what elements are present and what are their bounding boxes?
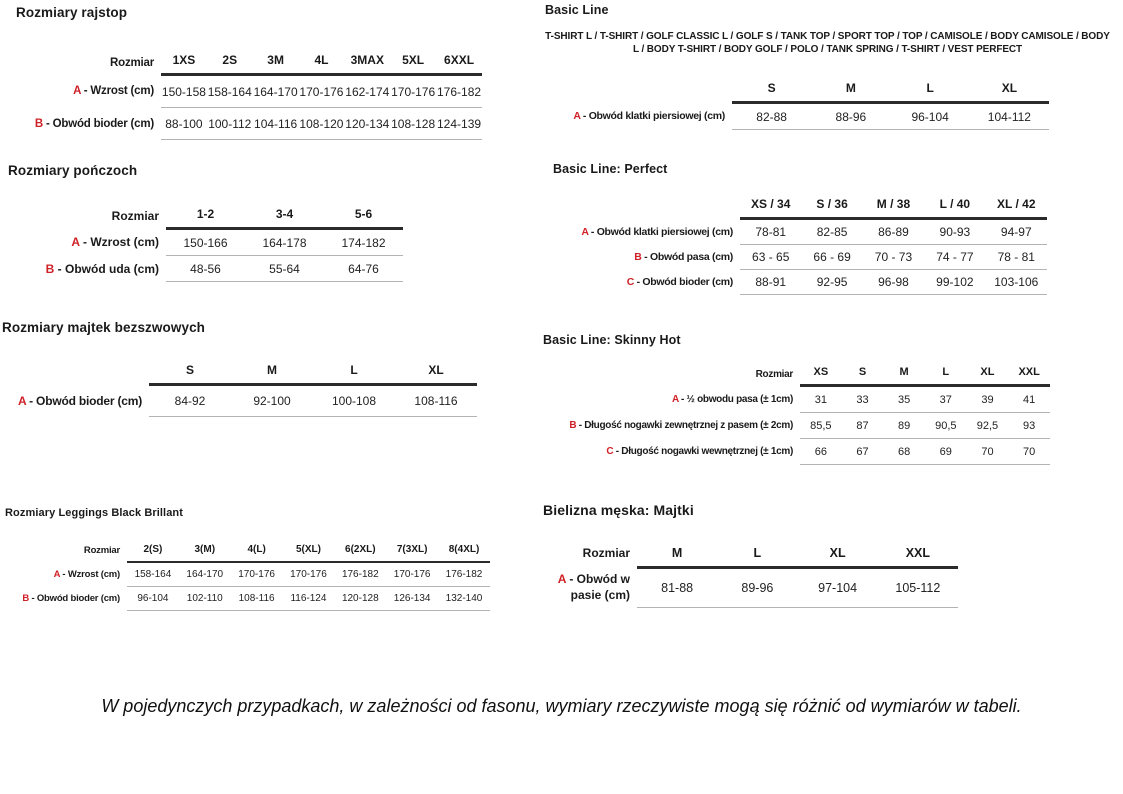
row-label-text: - Wzrost (cm): [83, 235, 159, 249]
column-header: L / 40: [924, 197, 985, 219]
section-title: Basic Line: [545, 3, 609, 17]
row-label-text: - Obwód bioder (cm): [31, 593, 120, 604]
header-row: [543, 366, 1050, 386]
cell-value: 81-88: [637, 567, 717, 607]
cell-value: 33: [842, 386, 884, 413]
cell-value: 120-128: [334, 587, 386, 611]
column-header: L: [891, 81, 970, 103]
table-row: [553, 219, 1047, 245]
header-row: [8, 207, 403, 229]
column-header: M: [883, 366, 925, 386]
row-letter: A: [581, 225, 589, 238]
row-letter: B: [34, 117, 43, 130]
row-label: [545, 103, 732, 130]
cell-value: 170-176: [283, 562, 335, 587]
table-row: [5, 562, 490, 587]
cell-value: 158-164: [207, 75, 253, 108]
table-row: [8, 229, 403, 256]
row-letter: A: [53, 568, 60, 580]
row-label: [2, 385, 149, 417]
cell-value: 41: [1008, 386, 1050, 413]
row-label: [553, 219, 740, 245]
cell-value: 69: [925, 439, 967, 465]
column-header: M / 38: [863, 197, 924, 219]
row-label-text: - Obwód pasa (cm): [644, 251, 733, 263]
column-header: 5(XL): [283, 544, 335, 562]
section-title: Rozmiary majtek bezszwowych: [2, 320, 206, 335]
size-table-ponczochy: [8, 207, 403, 282]
table-row: [545, 103, 1049, 130]
column-header: M: [637, 545, 717, 567]
row-letter: A: [17, 393, 26, 408]
section-title: Bielizna męska: Majtki: [543, 502, 694, 518]
column-header: L: [717, 545, 797, 567]
column-header: 6XXL: [436, 53, 482, 75]
column-header: 7(3XL): [386, 544, 438, 562]
section-title: Rozmiary Leggings Black Brillant: [5, 507, 184, 519]
section-basic-line-skinny-hot: [543, 333, 1050, 465]
row-label: [5, 562, 127, 587]
cell-value: 48-56: [166, 256, 245, 282]
cell-value: 68: [883, 439, 925, 465]
row-label: [543, 439, 800, 465]
section-rozmiary-majtek-bezszwowych: [2, 320, 477, 417]
cell-value: 78-81: [740, 219, 801, 245]
cell-value: 66 - 69: [801, 245, 862, 270]
column-header: 3MAX: [344, 53, 390, 75]
header-row: [545, 81, 1049, 103]
table-row: [543, 386, 1050, 413]
section-basic-line: [545, 3, 1110, 130]
cell-value: 164-170: [253, 75, 299, 108]
cell-value: 92-100: [231, 385, 313, 417]
cell-value: 164-178: [245, 229, 324, 256]
column-header: M: [811, 81, 890, 103]
row-label-text: - Obwód klatki piersiowej (cm): [582, 110, 725, 122]
cell-value: 108-116: [395, 385, 477, 417]
table-corner-label: Rozmiar: [755, 368, 793, 380]
column-header: 3M: [253, 53, 299, 75]
column-header: 1XS: [161, 53, 207, 75]
table-corner-label: [553, 197, 740, 219]
cell-value: 100-108: [313, 385, 395, 417]
cell-value: 78 - 81: [986, 245, 1047, 270]
cell-value: 37: [925, 386, 967, 413]
column-header: 2S: [207, 53, 253, 75]
row-label-text: - Długość nogawki wewnętrznej (± 1cm): [615, 446, 793, 457]
row-letter: A: [73, 85, 81, 97]
header-row: [5, 544, 490, 562]
header-row: [543, 545, 958, 567]
product-list-subtitle: T-SHIRT L / T-SHIRT / GOLF CLASSIC L / GOLF S / TANK TOP / SPORT TOP / TOP / CAMISOLE / BODY CAMISOLE / BODY L / BODY T-SHIRT / BODY GOLF / POLO / TANK SPRING / T-SHIRT / VEST PERFECT: [545, 31, 1110, 55]
cell-value: 103-106: [986, 270, 1047, 295]
row-label: [8, 256, 166, 282]
cell-value: 132-140: [438, 587, 490, 611]
size-table-majtki-meskie: [543, 545, 958, 608]
section-bielizna-meska-majtki: [543, 502, 958, 608]
cell-value: 174-182: [324, 229, 403, 256]
cell-value: 108-128: [390, 108, 436, 140]
cell-value: 88-96: [811, 103, 890, 130]
cell-value: 104-116: [253, 108, 299, 140]
cell-value: 120-134: [344, 108, 390, 140]
row-label: [543, 567, 637, 607]
cell-value: 176-182: [436, 75, 482, 108]
row-letter: C: [606, 446, 614, 457]
column-header: S: [842, 366, 884, 386]
table-corner-label: [545, 81, 732, 103]
row-label: [543, 413, 800, 439]
cell-value: 85,5: [800, 413, 842, 439]
cell-value: 55-64: [245, 256, 324, 282]
cell-value: 164-170: [179, 562, 231, 587]
size-table-skinny-hot: [543, 366, 1050, 465]
header-row: [553, 197, 1047, 219]
table-corner-label: [2, 363, 149, 385]
cell-value: 96-104: [891, 103, 970, 130]
section-title: Rozmiary rajstop: [16, 5, 128, 20]
cell-value: 150-166: [166, 229, 245, 256]
column-header: XL / 42: [986, 197, 1047, 219]
cell-value: 170-176: [386, 562, 438, 587]
size-table-leggings: [5, 544, 490, 611]
cell-value: 96-104: [127, 587, 179, 611]
cell-value: 66: [800, 439, 842, 465]
cell-value: 35: [883, 386, 925, 413]
cell-value: 84-92: [149, 385, 231, 417]
column-header: 5XL: [390, 53, 436, 75]
column-header: 3(M): [179, 544, 231, 562]
cell-value: 87: [842, 413, 884, 439]
column-header: 2(S): [127, 544, 179, 562]
cell-value: 176-182: [334, 562, 386, 587]
column-header: S / 36: [801, 197, 862, 219]
cell-value: 64-76: [324, 256, 403, 282]
row-label-text: - Obwód klatki piersiowej (cm): [590, 225, 733, 238]
size-table-basic-line: [545, 81, 1049, 130]
header-row: [16, 53, 482, 75]
row-letter: C: [626, 276, 634, 288]
row-label: [8, 229, 166, 256]
row-letter: B: [634, 251, 642, 263]
cell-value: 93: [1008, 413, 1050, 439]
cell-value: 170-176: [299, 75, 345, 108]
cell-value: 86-89: [863, 219, 924, 245]
section-rozmiary-ponczoch: [8, 163, 403, 282]
row-letter: B: [569, 420, 577, 431]
cell-value: 89-96: [717, 567, 797, 607]
column-header: 4L: [299, 53, 345, 75]
row-letter: B: [22, 593, 29, 604]
cell-value: 104-112: [970, 103, 1049, 130]
column-header: 3-4: [245, 207, 324, 229]
row-label: [5, 587, 127, 611]
column-header: XXL: [878, 545, 958, 567]
row-letter: A: [672, 393, 679, 405]
cell-value: 97-104: [798, 567, 878, 607]
row-label: [553, 245, 740, 270]
row-label: [543, 386, 800, 413]
cell-value: 92-95: [801, 270, 862, 295]
column-header: XL: [967, 366, 1009, 386]
row-letter: B: [45, 261, 55, 276]
table-row: [16, 75, 482, 108]
table-corner-label: Rozmiar: [83, 545, 120, 556]
cell-value: 92,5: [967, 413, 1009, 439]
cell-value: 88-91: [740, 270, 801, 295]
column-header: XS / 34: [740, 197, 801, 219]
cell-value: 90,5: [925, 413, 967, 439]
cell-value: 126-134: [386, 587, 438, 611]
cell-value: 82-88: [732, 103, 811, 130]
section-rozmiary-leggings-black-brillant: [5, 507, 490, 611]
column-header: XL: [798, 545, 878, 567]
column-header: XXL: [1008, 366, 1050, 386]
table-row: [5, 587, 490, 611]
cell-value: 31: [800, 386, 842, 413]
size-table-perfect: [553, 197, 1047, 295]
column-header: 5-6: [324, 207, 403, 229]
cell-value: 94-97: [986, 219, 1047, 245]
cell-value: 170-176: [231, 562, 283, 587]
size-table-rajstopy: [16, 53, 482, 140]
row-label-text: - Obwód bioder (cm): [29, 393, 142, 408]
column-header: XL: [970, 81, 1049, 103]
cell-value: 99-102: [924, 270, 985, 295]
cell-value: 89: [883, 413, 925, 439]
row-letter: A: [557, 572, 566, 586]
row-letter: A: [71, 235, 80, 249]
cell-value: 88-100: [161, 108, 207, 140]
header-row: [2, 363, 477, 385]
cell-value: 170-176: [390, 75, 436, 108]
cell-value: 108-116: [231, 587, 283, 611]
cell-value: 158-164: [127, 562, 179, 587]
row-label-text: - Obwód w pasie (cm): [569, 572, 630, 603]
row-label-text: - Długość nogawki zewnętrznej z pasem (± 2cm): [578, 420, 793, 431]
cell-value: 63 - 65: [740, 245, 801, 270]
column-header: M: [231, 363, 313, 385]
row-label-text: - Wzrost (cm): [62, 568, 120, 580]
column-header: S: [149, 363, 231, 385]
row-label: [16, 108, 161, 140]
cell-value: 82-85: [801, 219, 862, 245]
cell-value: 90-93: [924, 219, 985, 245]
table-corner-label: Rozmiar: [582, 546, 630, 560]
row-label-text: - Obwód bioder (cm): [636, 276, 733, 288]
row-label-text: - Obwód uda (cm): [57, 261, 159, 276]
row-label: [16, 75, 161, 108]
table-row: [543, 567, 958, 607]
column-header: S: [732, 81, 811, 103]
table-row: [553, 245, 1047, 270]
cell-value: 74 - 77: [924, 245, 985, 270]
cell-value: 39: [967, 386, 1009, 413]
section-title: Basic Line: Perfect: [553, 162, 668, 176]
cell-value: 176-182: [438, 562, 490, 587]
size-table-majtki-bezszwowe: [2, 363, 477, 417]
row-letter: A: [573, 110, 581, 122]
table-row: [543, 413, 1050, 439]
cell-value: 70: [967, 439, 1009, 465]
footnote-text: W pojedynczych przypadkach, w zależności od fasonu, wymiary rzeczywiste mogą się różnić od wymiarów w tabeli.: [101, 696, 1022, 716]
column-header: 6(2XL): [334, 544, 386, 562]
column-header: XS: [800, 366, 842, 386]
cell-value: 100-112: [207, 108, 253, 140]
cell-value: 162-174: [344, 75, 390, 108]
row-label-text: - ½ obwodu pasa (± 1cm): [681, 393, 793, 405]
section-title: Rozmiary pończoch: [8, 163, 138, 178]
table-corner-label: Rozmiar: [111, 208, 159, 223]
table-row: [2, 385, 477, 417]
cell-value: 102-110: [179, 587, 231, 611]
cell-value: 67: [842, 439, 884, 465]
cell-value: 70 - 73: [863, 245, 924, 270]
cell-value: 124-139: [436, 108, 482, 140]
cell-value: 108-120: [299, 108, 345, 140]
section-title: Basic Line: Skinny Hot: [543, 333, 681, 347]
table-row: [543, 439, 1050, 465]
table-row: [16, 108, 482, 140]
cell-value: 70: [1008, 439, 1050, 465]
section-basic-line-perfect: [553, 162, 1047, 295]
column-header: XL: [395, 363, 477, 385]
column-header: 4(L): [231, 544, 283, 562]
section-rozmiary-rajstop: [16, 5, 482, 140]
row-label-text: - Obwód bioder (cm): [46, 117, 154, 130]
column-header: 1-2: [166, 207, 245, 229]
row-label-text: - Wzrost (cm): [83, 85, 154, 97]
column-header: 8(4XL): [438, 544, 490, 562]
cell-value: 150-158: [161, 75, 207, 108]
cell-value: 116-124: [283, 587, 335, 611]
table-row: [8, 256, 403, 282]
table-row: [553, 270, 1047, 295]
column-header: L: [925, 366, 967, 386]
column-header: L: [313, 363, 395, 385]
cell-value: 96-98: [863, 270, 924, 295]
cell-value: 105-112: [878, 567, 958, 607]
row-label: [553, 270, 740, 295]
table-corner-label: Rozmiar: [110, 56, 154, 69]
